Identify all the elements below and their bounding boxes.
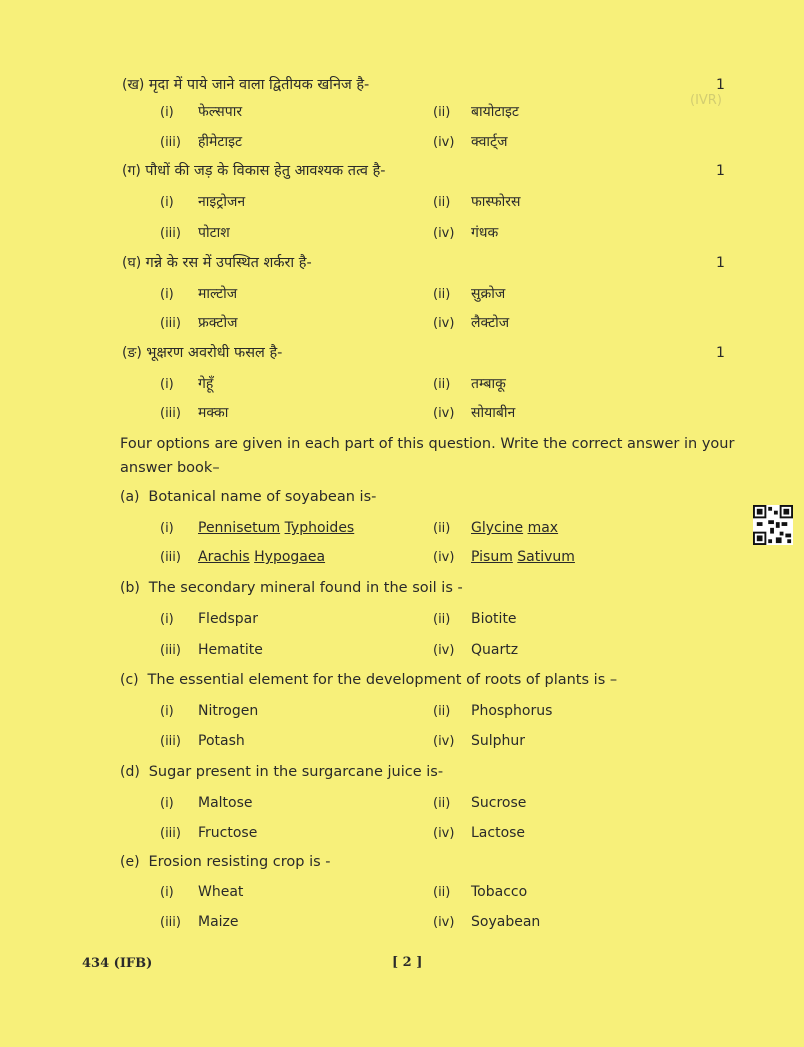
question-label: (b): [120, 580, 140, 596]
page-number: [ 2 ]: [392, 955, 423, 970]
option: (ii) Biotite: [433, 611, 517, 627]
option: (iii) Maize: [160, 914, 239, 930]
question-b: [120, 579, 463, 597]
option: (i) Pennisetum Typhoides: [160, 520, 355, 536]
question-label: (ङ): [122, 345, 142, 361]
option: (i) गेहूँ: [160, 376, 214, 392]
question-d: [120, 763, 443, 781]
question-text: गन्ने के रस में उपस्थित शर्करा है-: [145, 255, 312, 271]
option: (i) फेल्सपार: [160, 104, 243, 120]
option: (iii) Fructose: [160, 825, 258, 841]
question-label: (e): [120, 854, 140, 870]
question-label: (ख): [122, 77, 145, 93]
option: (iii) Potash: [160, 733, 245, 749]
option: (ii) Sucrose: [433, 795, 527, 811]
question-text: Botanical name of soyabean is-: [148, 489, 377, 505]
option: (iii) Hematite: [160, 642, 263, 658]
option: (iii) फ्रक्टोज: [160, 315, 238, 331]
question-a: [120, 488, 376, 506]
option: (iv) Pisum Sativum: [433, 549, 575, 565]
marks: 1: [716, 77, 725, 93]
option: (iv) Quartz: [433, 642, 519, 658]
question-text: Sugar present in the surgarcane juice is-: [148, 764, 444, 780]
question-gha: [122, 254, 312, 272]
option: (i) माल्टोज: [160, 286, 238, 302]
option: (ii) Tobacco: [433, 884, 528, 900]
option: (iii) मक्का: [160, 405, 229, 421]
question-c: [120, 671, 617, 689]
question-label: (घ): [122, 255, 142, 271]
question-text: The essential element for the development of roots of plants is –: [147, 672, 618, 688]
question-label: (c): [120, 672, 139, 688]
option: (iv) Sulphur: [433, 733, 526, 749]
question-e: [120, 853, 331, 871]
question-nga: [122, 344, 282, 362]
qr-code-icon: [753, 505, 793, 545]
option: (ii) फास्फोरस: [433, 194, 521, 210]
option: (iv) गंधक: [433, 225, 499, 241]
question-text: भूक्षरण अवरोधी फसल है-: [146, 345, 283, 361]
option: (iv) Lactose: [433, 825, 526, 841]
option: (i) Maltose: [160, 795, 253, 811]
option: (iv) लैक्टोज: [433, 315, 510, 331]
marks: 1: [716, 345, 725, 361]
option: (i) Wheat: [160, 884, 244, 900]
option: (i) Fledspar: [160, 611, 258, 627]
question-text: Erosion resisting crop is -: [148, 854, 331, 870]
option: (ii) Glycine max: [433, 520, 559, 536]
question-text: The secondary mineral found in the soil is -: [148, 580, 463, 596]
option: (iv) Soyabean: [433, 914, 541, 930]
marks: 1: [716, 255, 725, 271]
option: (iv) क्वार्ट्ज: [433, 134, 508, 150]
option: (ii) तम्बाकू: [433, 376, 506, 392]
option: (iii) हीमेटाइट: [160, 134, 243, 150]
question-label: (d): [120, 764, 140, 780]
english-instructions: Four options are given in each part of this question. Write the correct answer in your answer book–: [120, 436, 735, 476]
option: (iv) सोयाबीन: [433, 405, 516, 421]
question-label: (ग): [122, 163, 141, 179]
question-text: पौधों की जड़ के विकास हेतु आवश्यक तत्व है-: [145, 163, 386, 179]
question-label: (a): [120, 489, 140, 505]
option: (ii) बायोटाइट: [433, 104, 519, 120]
option: (iii) Arachis Hypogaea: [160, 549, 326, 565]
marks: 1: [716, 163, 725, 179]
paper-code: 434 (IFB): [82, 956, 153, 971]
option: (i) नाइट्रोजन: [160, 194, 246, 210]
option: (ii) Phosphorus: [433, 703, 553, 719]
option: (iii) पोटाश: [160, 225, 230, 241]
question-kha: [122, 76, 369, 94]
question-ga: [122, 162, 386, 180]
option: (i) Nitrogen: [160, 703, 259, 719]
question-text: मृदा में पाये जाने वाला द्वितीयक खनिज है-: [148, 77, 370, 93]
option: (ii) सुक्रोज: [433, 286, 506, 302]
bleed-through-text: (IVR): [690, 93, 722, 108]
